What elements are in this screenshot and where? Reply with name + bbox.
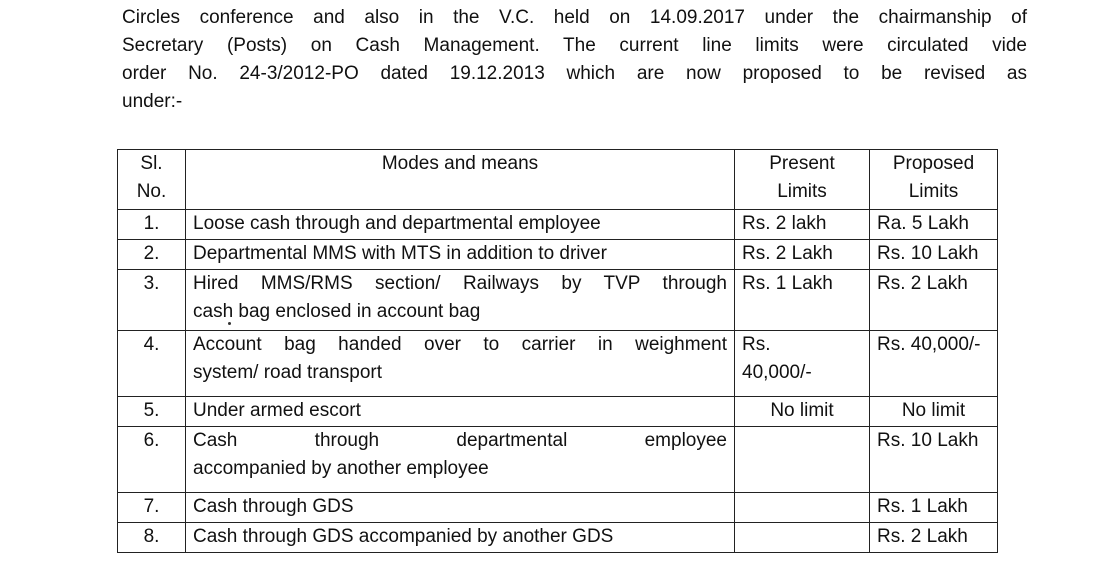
proposed-limit-cell: Rs. 10 Lakh [870, 240, 998, 270]
present-limit-cell [735, 270, 870, 331]
table-header-row [118, 150, 998, 210]
mode-cell [186, 210, 735, 240]
intro-paragraph [122, 4, 1027, 116]
proposed-limit-cell: Ra. 5 Lakh [870, 210, 998, 240]
present-limit-text: Rs. 2 Lakh [742, 243, 833, 264]
mode-cell [186, 427, 735, 493]
header-text: No. [136, 181, 167, 202]
header-text: Limits [908, 181, 959, 202]
proposed-limit-cell: Rs. 2 Lakh [870, 270, 998, 331]
table-row [118, 270, 998, 331]
table-row [118, 397, 998, 427]
header-proposed-limits [870, 150, 998, 210]
mode-cell [186, 493, 735, 523]
header-modes: Modes and means [186, 150, 735, 210]
present-limit-cell [735, 210, 870, 240]
present-limit-text: Rs. 1 Lakh [742, 273, 833, 294]
sl-no-cell: 3. [118, 270, 186, 331]
mode-cell [186, 240, 735, 270]
sl-no-cell: 4. [118, 331, 186, 397]
sl-no-cell: 8. [118, 523, 186, 553]
sl-no-cell: 7. [118, 493, 186, 523]
mode-line: cash bag enclosed in account bag [193, 301, 481, 322]
present-limit-cell [735, 427, 870, 493]
table-row [118, 331, 998, 397]
sl-no-cell: 6. [118, 427, 186, 493]
proposed-limit-cell: No limit [870, 397, 998, 427]
paragraph-line: under:- [122, 91, 183, 112]
mode-line: Cash through departmental employee [193, 430, 727, 451]
header-sl-no [118, 150, 186, 210]
mode-line: accompanied by another employee [193, 458, 489, 479]
present-limit-text: 40,000/- [742, 362, 812, 383]
header-text: Limits [777, 181, 827, 202]
mode-cell [186, 523, 735, 553]
mode-line: Account bag handed over to carrier in weighment [193, 334, 727, 355]
table-row [118, 427, 998, 493]
paragraph-line: Secretary (Posts) on Cash Management. The current line limits were circulated vide [122, 35, 1027, 56]
proposed-limit-cell: Rs. 2 Lakh [870, 523, 998, 553]
sl-no-cell: 2. [118, 240, 186, 270]
present-limit-text: Rs. 2 lakh [742, 213, 827, 234]
mode-line: Hired MMS/RMS section/ Railways by TVP through [193, 273, 727, 294]
table-row [118, 493, 998, 523]
header-text: Present [769, 153, 835, 174]
present-limit-cell [735, 331, 870, 397]
proposed-limit-cell: Rs. 40,000/- [870, 331, 998, 397]
present-limit-cell [735, 240, 870, 270]
mode-cell [186, 270, 735, 331]
table-row [118, 523, 998, 553]
table-row [118, 240, 998, 270]
header-present-limits [735, 150, 870, 210]
present-limit-cell [735, 397, 870, 427]
proposed-limit-cell: Rs. 1 Lakh [870, 493, 998, 523]
mode-line: Under armed escort [193, 400, 361, 421]
line-limits-table [117, 149, 998, 553]
mode-line: Cash through GDS accompanied by another GDS [193, 526, 614, 547]
header-text: Proposed [892, 153, 975, 174]
proposed-limit-cell: Rs. 10 Lakh [870, 427, 998, 493]
present-limit-cell [735, 523, 870, 553]
sl-no-cell: 5. [118, 397, 186, 427]
paragraph-line: order No. 24-3/2012-PO dated 19.12.2013 which are now proposed to be revised as [122, 63, 1027, 84]
mode-line: system/ road transport [193, 362, 383, 383]
sl-no-cell: 1. [118, 210, 186, 240]
mode-cell [186, 331, 735, 397]
present-limit-text: No limit [770, 400, 834, 421]
mode-cell [186, 397, 735, 427]
present-limit-text: Rs. [742, 334, 771, 355]
present-limit-cell [735, 493, 870, 523]
mode-line: Loose cash through and departmental employee [193, 213, 601, 234]
header-text: Sl. [140, 153, 163, 174]
mode-line: Cash through GDS [193, 496, 354, 517]
mode-line: Departmental MMS with MTS in addition to driver [193, 243, 607, 264]
paragraph-line: Circles conference and also in the V.C. held on 14.09.2017 under the chairmanship of [122, 7, 1027, 28]
table-row [118, 210, 998, 240]
